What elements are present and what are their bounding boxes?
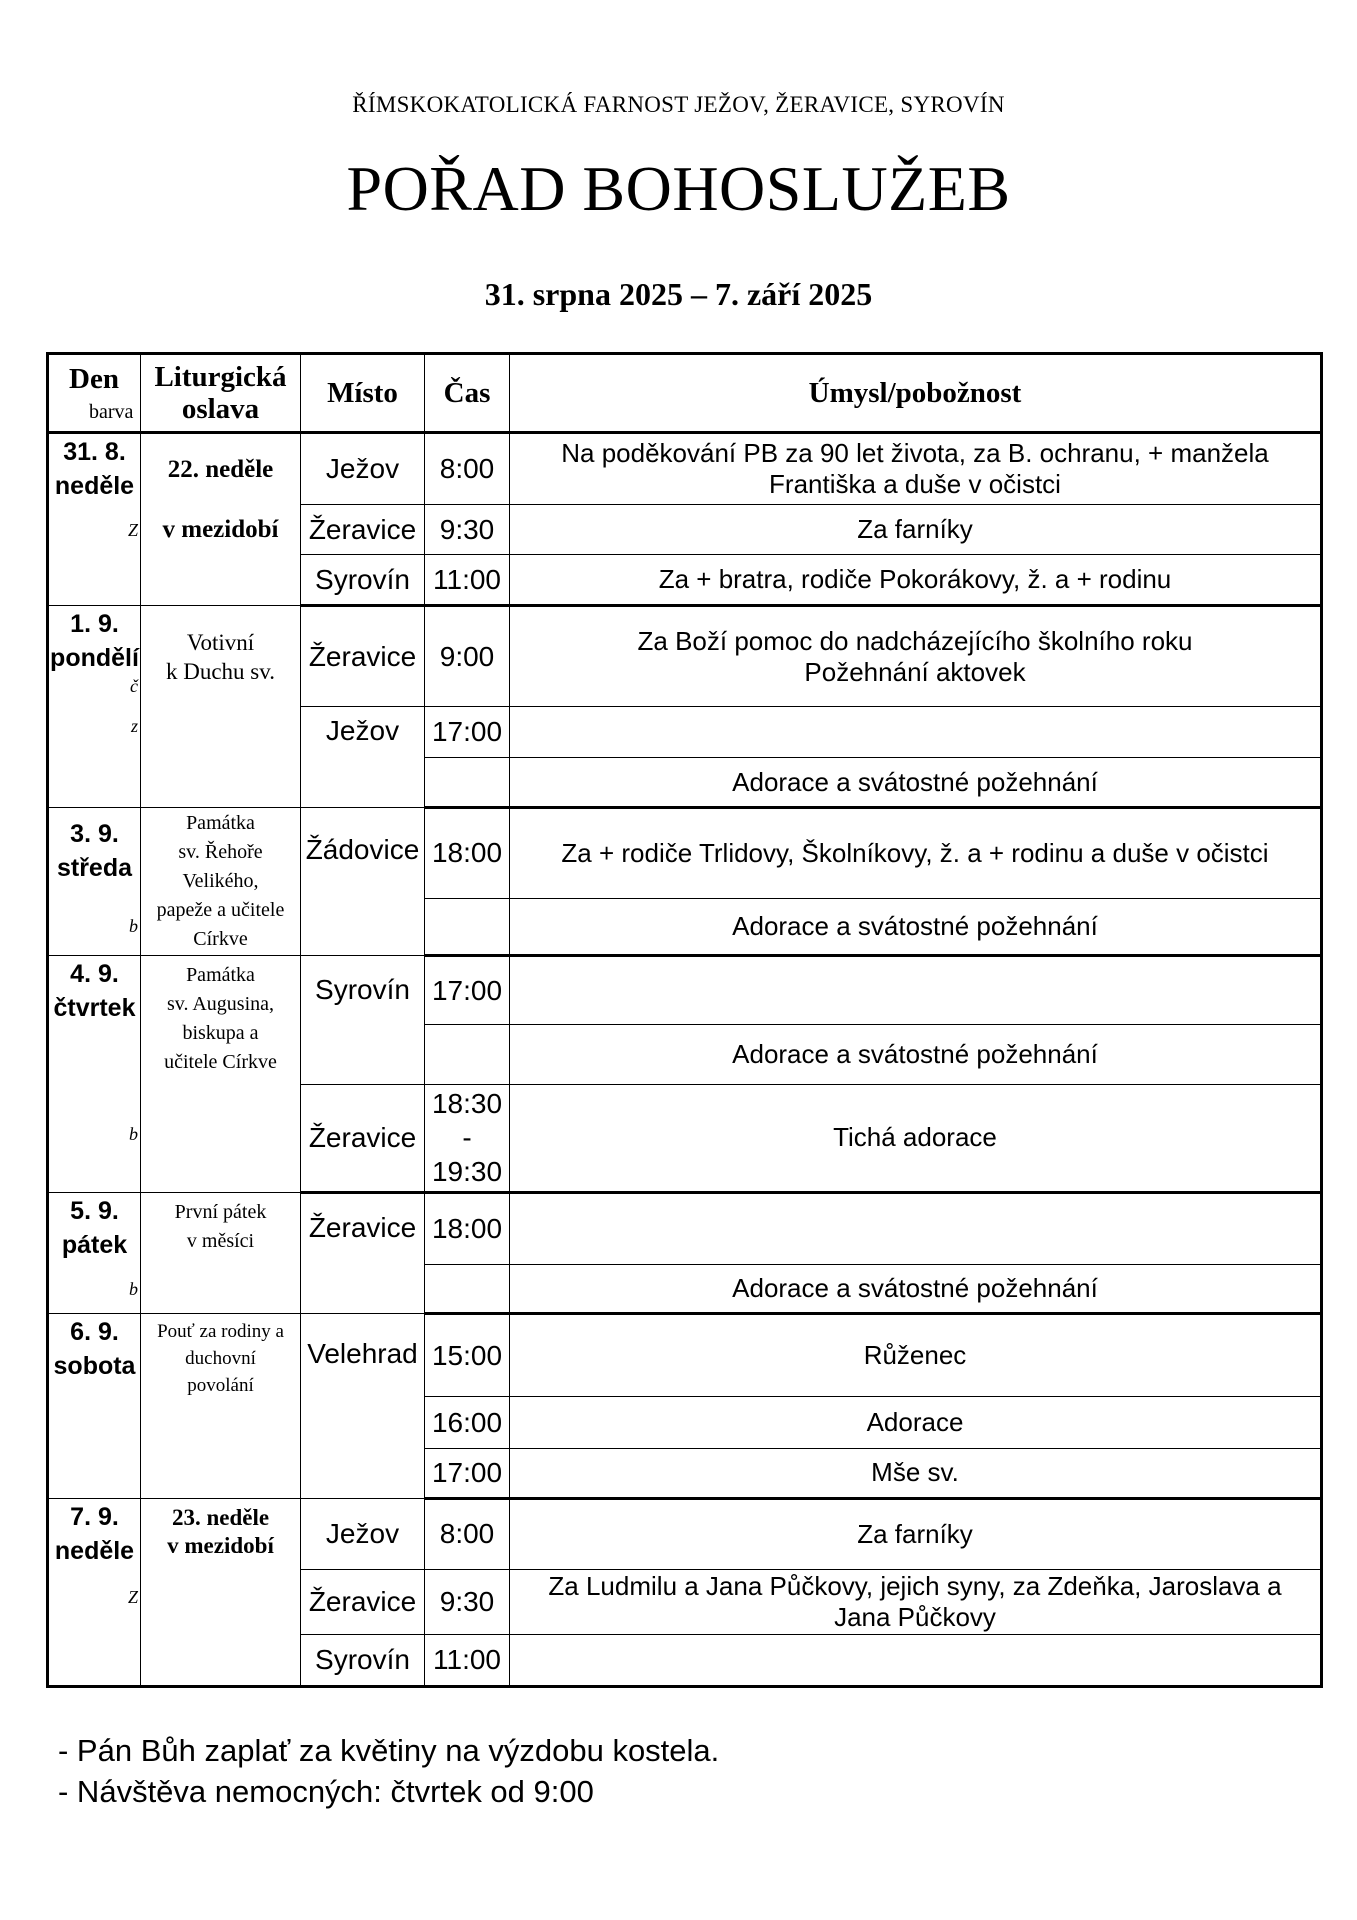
day-date: 4. 9. xyxy=(70,960,119,988)
day-cell xyxy=(48,1193,141,1314)
liturgical-color: Z xyxy=(127,520,138,540)
time-cell: 17:00 xyxy=(425,956,510,1025)
time-cell: 17:00 xyxy=(425,1448,510,1498)
day-date: 6. 9. xyxy=(70,1318,119,1346)
schedule-table xyxy=(46,352,1323,1688)
table-header-row xyxy=(48,354,1322,433)
place-cell: Ježov xyxy=(301,1499,425,1570)
liturgy-line: 22. neděle xyxy=(167,456,274,483)
time-cell xyxy=(425,758,510,808)
intention-cell: Za + bratra, rodiče Pokorákovy, ž. a + rodinu xyxy=(510,555,1322,606)
day-weekday: neděle xyxy=(54,1537,135,1565)
table-row xyxy=(48,606,1322,707)
day-weekday: pondělí xyxy=(50,644,139,672)
time-cell: 8:00 xyxy=(425,1499,510,1570)
intention-cell xyxy=(510,606,1322,707)
time-cell xyxy=(425,1264,510,1313)
intention-cell: Adorace xyxy=(510,1397,1322,1448)
day-weekday: středa xyxy=(56,854,133,882)
place-cell: Ježov xyxy=(301,433,425,505)
table-row xyxy=(48,433,1322,505)
date-range: 31. srpna 2025 – 7. září 2025 xyxy=(484,276,873,312)
place-cell: Žeravice xyxy=(301,1084,425,1192)
liturgy-cell xyxy=(141,956,301,1193)
footer-notes xyxy=(58,1730,719,1812)
day-date: 7. 9. xyxy=(70,1503,119,1531)
place-cell: Ježov xyxy=(301,707,425,808)
liturgy-line: Památka xyxy=(186,964,255,986)
time-cell: 17:00 xyxy=(425,707,510,758)
intention-cell: Za farníky xyxy=(510,1499,1322,1570)
liturgy-line: 23. neděle xyxy=(171,1505,270,1530)
day-cell xyxy=(48,808,141,956)
header-intention: Úmysl/pobožnost xyxy=(510,354,1322,433)
place-cell: Žeravice xyxy=(301,504,425,555)
liturgy-line: v mezidobí xyxy=(167,1533,274,1558)
place-cell: Žeravice xyxy=(301,606,425,707)
day-weekday: čtvrtek xyxy=(53,994,136,1022)
liturgical-color: Z xyxy=(127,1587,138,1607)
day-cell xyxy=(48,1499,141,1687)
table-row xyxy=(48,1193,1322,1265)
liturgical-color: b xyxy=(129,916,138,936)
day-date: 5. 9. xyxy=(70,1197,119,1225)
liturgy-line: Památka xyxy=(186,812,255,834)
intention-cell: Za + rodiče Trlidovy, Školníkovy, ž. a + rodinu a duše v očistci xyxy=(510,808,1322,899)
time-cell xyxy=(425,898,510,955)
intention-cell: Adorace a svátostné požehnání xyxy=(510,1025,1322,1084)
time-cell: 18:00 xyxy=(425,1193,510,1265)
liturgical-color: z xyxy=(130,716,138,736)
day-cell xyxy=(48,606,141,808)
intention-cell: Za farníky xyxy=(510,504,1322,555)
header-day-label: Den xyxy=(69,363,119,395)
day-weekday: neděle xyxy=(54,472,135,500)
place-cell: Syrovín xyxy=(301,1635,425,1687)
liturgy-line: Církve xyxy=(193,928,248,950)
day-cell xyxy=(48,433,141,606)
header-liturgy-line2: oslava xyxy=(181,393,260,425)
liturgy-line: duchovní xyxy=(185,1348,256,1369)
time-cell: 18:00 xyxy=(425,808,510,899)
place-cell: Žeravice xyxy=(301,1193,425,1314)
intention-cell xyxy=(510,1193,1322,1265)
intention-cell xyxy=(510,956,1322,1025)
time-cell: 8:00 xyxy=(425,433,510,505)
liturgy-cell xyxy=(141,433,301,606)
parish-name: ŘÍMSKOKATOLICKÁ FARNOST JEŽOV, ŽERAVICE, SYROVÍN xyxy=(352,92,1005,117)
liturgical-color: č xyxy=(130,676,138,696)
time-cell xyxy=(425,1084,510,1192)
footer-note: - Návštěva nemocných: čtvrtek od 9:00 xyxy=(58,1774,594,1809)
place-cell: Syrovín xyxy=(301,956,425,1085)
table-row xyxy=(48,1314,1322,1397)
page-title: POŘAD BOHOSLUŽEB xyxy=(346,153,1011,224)
time-cell: 9:30 xyxy=(425,1569,510,1635)
liturgy-line: sv. Augusina, xyxy=(166,993,275,1015)
time-end: 19:30 xyxy=(431,1155,503,1187)
time-cell xyxy=(425,1025,510,1084)
table-row xyxy=(48,1499,1322,1570)
liturgy-cell xyxy=(141,1193,301,1314)
day-weekday: sobota xyxy=(53,1352,136,1380)
liturgical-color: b xyxy=(129,1124,138,1144)
place-cell: Žeravice xyxy=(301,1569,425,1635)
liturgy-line: učitele Církve xyxy=(164,1051,277,1073)
intention-cell: Za Ludmilu a Jana Půčkovy, jejich syny, za Zdeňka, Jaroslava a Jana Půčkovy xyxy=(510,1569,1322,1635)
intention-cell: Mše sv. xyxy=(510,1448,1322,1498)
intention-cell: Adorace a svátostné požehnání xyxy=(510,758,1322,808)
header-day xyxy=(48,354,141,433)
liturgy-line: povolání xyxy=(187,1375,254,1396)
time-dash: - xyxy=(462,1121,472,1153)
header-liturgy-line1: Liturgická xyxy=(154,361,287,393)
intention-cell: Adorace a svátostné požehnání xyxy=(510,1264,1322,1313)
liturgy-line: papeže a učitele xyxy=(156,899,285,921)
liturgy-line: Votivní xyxy=(186,630,255,655)
intention-line: Za Boží pomoc do nadcházejícího školního roku xyxy=(637,625,1193,656)
intention-cell: Růženec xyxy=(510,1314,1322,1397)
time-cell: 9:00 xyxy=(425,606,510,707)
place-cell: Žádovice xyxy=(301,808,425,956)
liturgy-cell xyxy=(141,808,301,956)
intention-cell: Tichá adorace xyxy=(510,1084,1322,1192)
footer-note: - Pán Bůh zaplať za květiny na výzdobu kostela. xyxy=(58,1733,720,1768)
liturgy-line: k Duchu sv. xyxy=(165,659,276,684)
liturgy-line: v mezidobí xyxy=(162,516,279,543)
liturgy-cell xyxy=(141,1314,301,1499)
header-place: Místo xyxy=(301,354,425,433)
header-time: Čas xyxy=(425,354,510,433)
intention-line: Požehnání aktovek xyxy=(804,656,1026,687)
day-weekday: pátek xyxy=(61,1231,128,1259)
time-cell: 16:00 xyxy=(425,1397,510,1448)
time-start: 18:30 xyxy=(431,1087,503,1119)
intention-cell: Na poděkování PB za 90 let života, za B. ochranu, + manžela Františka a duše v očistci xyxy=(510,433,1322,505)
time-cell: 11:00 xyxy=(425,1635,510,1687)
table-row xyxy=(48,808,1322,899)
liturgy-line: První pátek xyxy=(174,1201,267,1223)
day-date: 1. 9. xyxy=(70,610,119,638)
intention-cell xyxy=(510,707,1322,758)
liturgy-line: biskupa a xyxy=(182,1022,259,1044)
day-cell xyxy=(48,956,141,1193)
header-liturgy xyxy=(141,354,301,433)
intention-cell: Adorace a svátostné požehnání xyxy=(510,898,1322,955)
time-cell: 9:30 xyxy=(425,504,510,555)
liturgy-cell xyxy=(141,606,301,808)
time-cell: 15:00 xyxy=(425,1314,510,1397)
day-date: 31. 8. xyxy=(63,438,126,466)
liturgy-line: v měsíci xyxy=(186,1230,255,1252)
time-cell: 11:00 xyxy=(425,555,510,606)
intention-cell xyxy=(510,1635,1322,1687)
place-cell: Syrovín xyxy=(301,555,425,606)
day-cell xyxy=(48,1314,141,1499)
place-cell: Velehrad xyxy=(301,1314,425,1499)
table-row xyxy=(48,956,1322,1025)
header-color-label: barva xyxy=(89,401,134,423)
liturgy-line: Velikého, xyxy=(182,870,259,892)
liturgical-color: b xyxy=(129,1279,138,1299)
liturgy-line: sv. Řehoře xyxy=(178,841,263,863)
liturgy-line: Pouť za rodiny a xyxy=(157,1321,284,1342)
liturgy-cell xyxy=(141,1499,301,1687)
day-date: 3. 9. xyxy=(70,820,119,848)
